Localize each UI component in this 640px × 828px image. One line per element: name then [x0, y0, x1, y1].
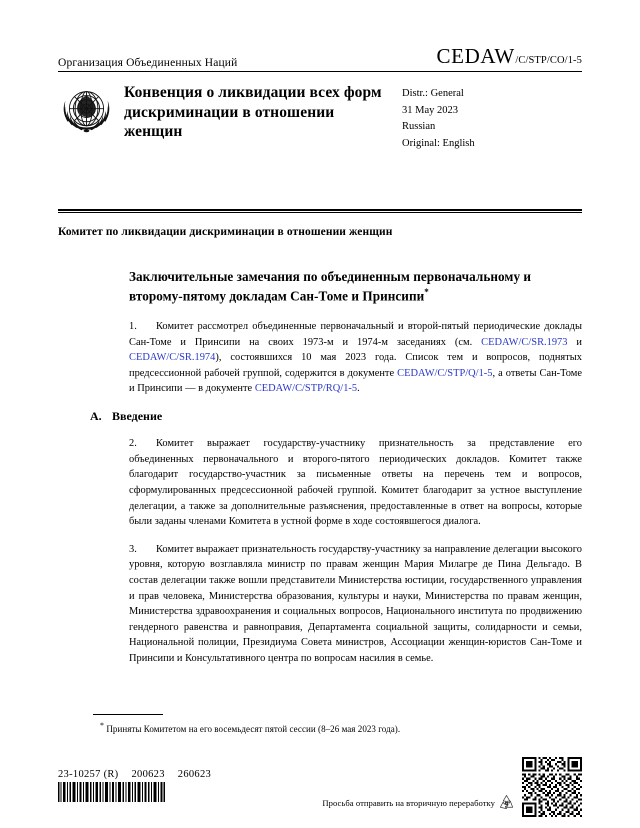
committee-name: Комитет по ликвидации дискриминации в отношении женщин	[58, 226, 393, 238]
paragraph-number: 1.	[129, 321, 137, 333]
paragraph-1	[129, 319, 582, 397]
distribution-block	[402, 81, 582, 152]
header-top-row	[58, 44, 582, 71]
convention-title: Конвенция о ликвидации всех форм дискриминации в отношении женщин	[124, 84, 382, 141]
main-content	[90, 268, 582, 679]
footnote-marker: *	[100, 721, 105, 730]
document-reference-link[interactable]: CEDAW/C/STP/Q/1-5	[397, 367, 493, 379]
date-code-1: 200623	[131, 769, 165, 780]
section-letter: A.	[90, 409, 102, 424]
document-reference-link[interactable]: CEDAW/C/SR.1974	[129, 352, 216, 364]
paragraph-2	[129, 436, 582, 530]
document-reference-link[interactable]: CEDAW/C/SR.1973	[481, 336, 568, 348]
document-reference-link[interactable]: CEDAW/C/STP/RQ/1-5	[254, 383, 358, 395]
paragraph-number: 3.	[129, 543, 137, 555]
job-number: 23-10257 (R)	[58, 769, 119, 780]
header-body-row	[58, 81, 582, 152]
paragraph-body: Комитет выражает государству-участнику признательность за представление его объединенных первоначального и второго-пятого периодических докладов. Комитет также благодарит государство-участник за письменные ответы на перечень тем и вопросов, сформулированных предсессионной рабочей группой. Комитет благодарит за устное выступление делегации, а также за дополнительные разъяснения, предоставленные в ответ на вопросы, которые были заданы членами Комитета в устной форме в ходе состоявшегося диалога.	[129, 438, 582, 528]
job-number-line	[58, 769, 211, 780]
paragraph-body: Комитет выражает признательность государству-участнику за направление делегации высокого уровня, которую возглавляла министр по правам женщин Мария Милагре де Пина Дельгадо. В состав делегации также вошли представители Министерства юстиции, государственного управления и прав человека, Министерства образования, культуры и науки, Министерства по правам женщин, Министерства здравоохранения и социальных вопросов, Национального института по продвижению гендерного равенства и равноправия, Департамента социальной защиты, солидарности и семьи, Национальной полиции, Президиума Совета министров, Ассоциации женщин-юристов Сан-Томе и Принсипи и Консультативного центра по вопросам насилия в семье.	[129, 543, 582, 664]
document-symbol-main: CEDAW	[436, 44, 515, 68]
distribution-date: 31 May 2023	[402, 104, 458, 116]
section-title: Введение	[112, 409, 163, 424]
document-header	[58, 44, 582, 152]
barcode	[58, 782, 165, 802]
page-title-text: Заключительные замечания по объединенным первоначальному и второму-пятому докладам Сан-Томе и Принсипи	[129, 269, 532, 304]
header-divider	[58, 71, 582, 72]
un-emblem-icon	[58, 83, 115, 140]
distribution-type: Distr.: General	[402, 88, 464, 99]
qr-code	[522, 757, 582, 817]
page-title	[129, 268, 582, 305]
document-footer	[58, 769, 582, 828]
paragraph-3	[129, 542, 582, 667]
organization-name: Организация Объединенных Наций	[58, 57, 238, 69]
distribution-language: Russian	[402, 121, 436, 133]
footnote-separator	[93, 714, 163, 715]
recycle-text: Просьба отправить на вторичную переработку	[322, 798, 495, 808]
footer-right	[322, 771, 582, 828]
footer-left	[58, 769, 211, 802]
recycle-icon	[497, 793, 516, 812]
section-divider-double	[58, 209, 582, 213]
document-symbol	[437, 44, 582, 69]
footnote	[93, 720, 583, 736]
date-code-2: 260623	[177, 769, 212, 780]
document-symbol-suffix: /C/STP/CO/1-5	[515, 55, 582, 66]
paragraph-number: 2.	[129, 438, 137, 450]
page-title-footnote-marker: *	[424, 286, 429, 297]
footnote-area	[93, 714, 583, 736]
section-heading-introduction	[90, 409, 582, 424]
paragraph-body: Комитет рассмотрел объединенные первоначальный и второй-пятый периодические доклады Сан-Томе и Принсипи на своих 1973-м и 1974-м заседаниях (см. CEDAW/C/SR.1973 и CEDAW/C/SR.1974), состоявшихся 10 мая 2023 года. Список тем и вопросов, поднятых предсессионной рабочей группой, содержится в документе CEDAW/C/STP/Q/1-5, а ответы Сан-Томе и Принсипи — в документе CEDAW/C/STP/RQ/1-5.	[129, 321, 582, 395]
distribution-original: Original: English	[402, 137, 475, 149]
footnote-text: Приняты Комитетом на его восемьдесят пятой сессии (8–26 мая 2023 года).	[106, 724, 401, 734]
